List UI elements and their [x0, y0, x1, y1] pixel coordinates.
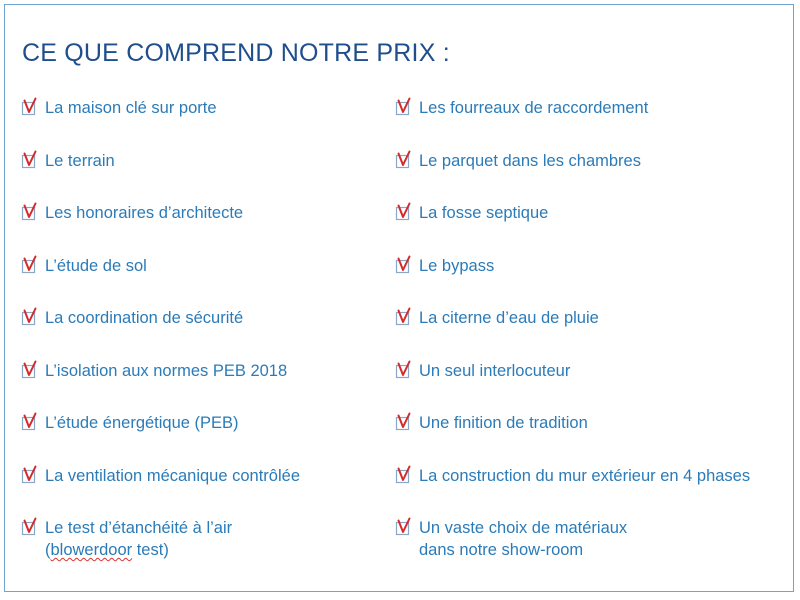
checklist-item: [394, 255, 494, 277]
checkbox-v-icon: [394, 97, 414, 117]
checkbox-v-icon: [394, 517, 414, 537]
checkbox-v-icon: [20, 150, 40, 170]
checklist-item-label: [419, 255, 494, 277]
checklist-item: [394, 150, 641, 172]
checklist-item-label: [419, 517, 627, 561]
checklist-item-text: Un vaste choix de matériaux: [419, 519, 628, 537]
checkbox-v-icon: [20, 307, 40, 327]
checklist-item: [394, 202, 548, 224]
checklist-item-label: [45, 307, 243, 329]
checklist-item: [20, 150, 115, 172]
checklist-item-label: [45, 255, 147, 277]
checklist-item-label: [419, 202, 548, 224]
checklist-item: [394, 517, 627, 561]
checklist-item: [20, 465, 300, 487]
checklist-item-text: La construction du mur extérieur en 4 phases: [419, 466, 751, 485]
checklist-item-text: L’isolation aux normes PEB 2018: [45, 361, 288, 380]
checkbox-v-icon: [394, 255, 414, 275]
checkbox-v-icon: [20, 517, 40, 537]
checklist-item-label: [419, 360, 570, 382]
checklist-item: [20, 97, 217, 119]
checklist-item-text: Les honoraires d’architecte: [45, 204, 244, 222]
page-title: CE QUE COMPREND NOTRE PRIX :: [22, 39, 450, 67]
checklist-item-text-line2: (blowerdoor test): [45, 541, 169, 559]
checklist-item-text: L’étude de sol: [45, 256, 147, 275]
checklist-item-text: La coordination de sécurité: [45, 309, 244, 327]
checklist-item-label: [45, 150, 115, 172]
checklist-item-label: [419, 465, 750, 487]
checklist-item: [20, 202, 243, 224]
checklist-item: [20, 517, 232, 561]
checklist-item-text: Les fourreaux de raccordement: [419, 99, 649, 117]
checklist-item-text: La citerne d’eau de pluie: [419, 309, 599, 327]
checkbox-v-icon: [394, 150, 414, 170]
checklist-item: [394, 360, 570, 382]
checklist-item-text: Un seul interlocuteur: [419, 361, 571, 380]
checklist-item-text: La maison clé sur porte: [45, 99, 217, 117]
checklist-item: [20, 360, 287, 382]
checklist-item-label: [419, 150, 641, 172]
checklist-item-label: [419, 97, 648, 119]
checklist-item: [394, 412, 588, 434]
checklist-item-label: [45, 360, 287, 382]
checklist-item-text: Une finition de tradition: [419, 414, 588, 432]
checkbox-v-icon: [394, 307, 414, 327]
spellcheck-word: blowerdoor: [50, 541, 133, 559]
checklist-item-label: [45, 465, 300, 487]
checkbox-v-icon: [20, 412, 40, 432]
checklist-item-text: La fosse septique: [419, 204, 549, 222]
checklist-item-text: Le parquet dans les chambres: [419, 151, 641, 170]
checklist-item-text: Le test d’étanchéité à l’air: [45, 519, 233, 537]
checkbox-v-icon: [394, 412, 414, 432]
checklist-item-text-line2: dans notre show-room: [419, 541, 584, 559]
content-frame: [4, 4, 794, 592]
checkbox-v-icon: [394, 465, 414, 485]
checkbox-v-icon: [20, 465, 40, 485]
checkbox-v-icon: [20, 360, 40, 380]
checklist-item-label: [419, 307, 599, 329]
checklist-item: [394, 465, 750, 487]
checklist-item: [20, 307, 243, 329]
checklist-item-text: La ventilation mécanique contrôlée: [45, 466, 301, 485]
checklist-item: [394, 97, 648, 119]
checkbox-v-icon: [20, 97, 40, 117]
checklist-item: [20, 255, 147, 277]
checklist-item-text: Le bypass: [419, 256, 495, 275]
checklist-item-label: [45, 412, 239, 434]
checkbox-v-icon: [20, 255, 40, 275]
checklist-item-label: [45, 517, 232, 561]
checklist-item-text: L’étude énergétique (PEB): [45, 414, 239, 432]
checklist-item: [394, 307, 599, 329]
checklist-item-label: [45, 97, 217, 119]
checkbox-v-icon: [394, 360, 414, 380]
checklist-item-label: [419, 412, 588, 434]
checkbox-v-icon: [20, 202, 40, 222]
checkbox-v-icon: [394, 202, 414, 222]
checklist-item-label: [45, 202, 243, 224]
checklist-item: [20, 412, 239, 434]
checklist-item-text: Le terrain: [45, 151, 115, 170]
